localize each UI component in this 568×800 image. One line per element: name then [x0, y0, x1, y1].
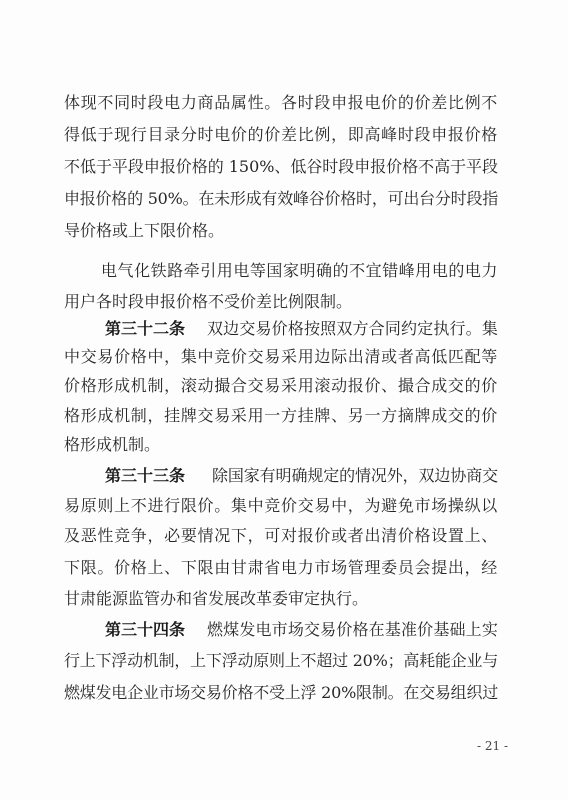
article-number-32: 第三十二条 [105, 319, 186, 338]
article-number-34: 第三十四条 [105, 620, 186, 639]
text-segment: 电气化铁路牵引用电等国家明确的不宜错峰用电的电力 [101, 261, 498, 280]
text-segment: 价格形成机制，滚动撮合交易采用滚动报价、撮合成交的价 [64, 376, 498, 395]
article-number-33: 第三十三条 [105, 466, 186, 485]
text-line [0, 553, 568, 583]
text-segment: 格形成机制。 [64, 435, 161, 454]
text-segment: 不低于平段申报价格的 150%、低谷时段申报价格不高于平段 [64, 157, 498, 176]
text-line [0, 88, 568, 118]
text-segment: 下限。价格上、下限由甘肃省电力市场管理委员会提出，经 [64, 558, 498, 577]
page-number: - 21 - [476, 739, 508, 753]
text-line [0, 678, 568, 708]
text-line [0, 430, 568, 460]
text-segment: 甘肃能源监管办和省发展改革委审定执行。 [64, 589, 369, 608]
text-segment: 得低于现行目录分时电价的价差比例，即高峰时段申报价格 [64, 125, 498, 144]
text-segment: 申报价格的 50%。在未形成有效峰谷价格时，可出台分时段指 [64, 189, 498, 208]
text-segment: 易原则上不进行限价。集中竞价交易中，为避免市场操纵以 [64, 496, 498, 515]
text-segment: 及恶性竞争，必要情况下，可对报价或者出清价格设置上、 [64, 526, 498, 545]
text-segment: 中交易价格中，集中竞价交易采用边际出清或者高低匹配等 [64, 347, 498, 366]
text-line [0, 521, 568, 551]
text-line [0, 184, 568, 214]
text-line [0, 120, 568, 150]
text-segment: 燃煤发电市场交易价格在基准价基础上实 [207, 620, 498, 639]
text-line [0, 371, 568, 401]
article-33-heading-line [0, 461, 568, 491]
text-segment: 格形成机制，挂牌交易采用一方挂牌、另一方摘牌成交的价 [64, 406, 498, 425]
text-segment: 双边交易价格按照双方合同约定执行。集 [207, 319, 498, 338]
text-line [0, 584, 568, 614]
text-segment: 行上下浮动机制，上下浮动原则上不超过 20%；高耗能企业与 [64, 651, 498, 670]
text-line [0, 287, 568, 317]
text-line [0, 152, 568, 182]
text-segment: 除国家有明确规定的情况外，双边协商交 [212, 466, 498, 485]
text-segment: 导价格或上下限价格。 [64, 221, 225, 240]
text-line [0, 491, 568, 521]
text-line [0, 401, 568, 431]
text-line [0, 216, 568, 246]
text-segment: 燃煤发电企业市场交易价格不受上浮 20%限制。在交易组织过 [64, 683, 498, 702]
text-line [0, 646, 568, 676]
text-segment: 用户各时段申报价格不受价差比例限制。 [64, 292, 353, 311]
article-32-heading-line [0, 314, 568, 344]
text-segment: 体现不同时段电力商品属性。各时段申报电价的价差比例不 [64, 93, 498, 112]
text-line [0, 256, 568, 286]
text-line [0, 342, 568, 372]
article-34-heading-line [0, 615, 568, 645]
